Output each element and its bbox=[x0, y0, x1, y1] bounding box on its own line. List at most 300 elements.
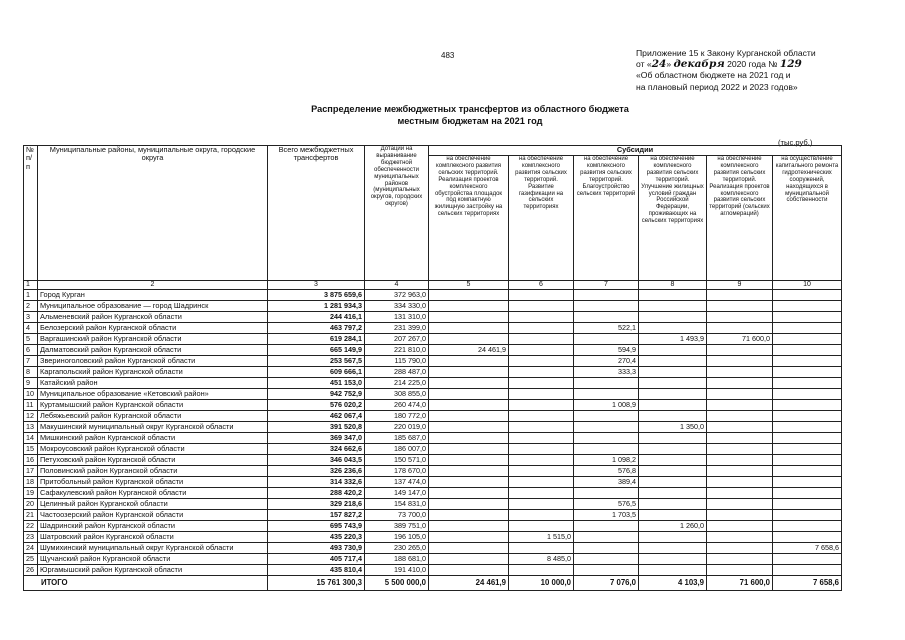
row-sub9 bbox=[707, 301, 773, 312]
row-dotations: 154 831,0 bbox=[365, 499, 429, 510]
row-sub10 bbox=[773, 356, 842, 367]
row-sub10 bbox=[773, 521, 842, 532]
row-dotations: 260 474,0 bbox=[365, 400, 429, 411]
row-sub7 bbox=[574, 488, 639, 499]
appendix-year: 2020 года № bbox=[727, 59, 778, 70]
table-row bbox=[24, 323, 842, 334]
row-sub9 bbox=[707, 466, 773, 477]
header-name: Муниципальные районы, муниципальные округа, городские округа bbox=[38, 146, 268, 281]
appendix-day: 24 bbox=[651, 58, 667, 71]
appendix-header bbox=[636, 48, 816, 93]
row-sub8 bbox=[639, 323, 707, 334]
row-sub6 bbox=[509, 356, 574, 367]
row-total: 405 717,4 bbox=[268, 554, 365, 565]
row-sub7 bbox=[574, 389, 639, 400]
row-dotations: 186 007,0 bbox=[365, 444, 429, 455]
row-sub7 bbox=[574, 521, 639, 532]
row-sub8 bbox=[639, 499, 707, 510]
row-name: Альменевский район Курганской области bbox=[38, 312, 268, 323]
row-sub6: 1 515,0 bbox=[509, 532, 574, 543]
page-number: 483 bbox=[441, 51, 455, 60]
row-name: Частоозерский район Курганской области bbox=[38, 510, 268, 521]
row-name: Катайский район bbox=[38, 378, 268, 389]
row-sub7: 522,1 bbox=[574, 323, 639, 334]
row-total: 1 281 934,3 bbox=[268, 301, 365, 312]
row-dotations: 137 474,0 bbox=[365, 477, 429, 488]
row-sub5 bbox=[429, 477, 509, 488]
row-sub9 bbox=[707, 532, 773, 543]
row-sub8 bbox=[639, 301, 707, 312]
row-sub9 bbox=[707, 422, 773, 433]
row-sub10 bbox=[773, 444, 842, 455]
row-name: Город Курган bbox=[38, 290, 268, 301]
row-number: 22 bbox=[24, 521, 38, 532]
totals-sub9: 71 600,0 bbox=[707, 576, 773, 591]
row-dotations: 150 571,0 bbox=[365, 455, 429, 466]
row-sub10: 7 658,6 bbox=[773, 543, 842, 554]
row-sub6 bbox=[509, 455, 574, 466]
row-sub5 bbox=[429, 301, 509, 312]
row-name: Каргапольский район Курганской области bbox=[38, 367, 268, 378]
row-name: Звериноголовский район Курганской области bbox=[38, 356, 268, 367]
row-sub10 bbox=[773, 510, 842, 521]
col-number: 5 bbox=[429, 281, 509, 290]
row-dotations: 178 670,0 bbox=[365, 466, 429, 477]
row-sub6 bbox=[509, 521, 574, 532]
row-number: 25 bbox=[24, 554, 38, 565]
row-number: 24 bbox=[24, 543, 38, 554]
col-number: 2 bbox=[38, 281, 268, 290]
header-sub6: на обеспечение комплексного развития сельских территорий. Развитие газификации на сельских территориях bbox=[509, 156, 574, 281]
row-total: 288 420,2 bbox=[268, 488, 365, 499]
row-sub9 bbox=[707, 554, 773, 565]
row-total: 942 752,9 bbox=[268, 389, 365, 400]
table-row bbox=[24, 301, 842, 312]
row-sub5 bbox=[429, 312, 509, 323]
row-sub5 bbox=[429, 554, 509, 565]
row-sub10 bbox=[773, 290, 842, 301]
row-dotations: 73 700,0 bbox=[365, 510, 429, 521]
row-sub8 bbox=[639, 488, 707, 499]
row-sub9 bbox=[707, 345, 773, 356]
appendix-law-number: 129 bbox=[779, 58, 802, 71]
header-total: Всего межбюджетных трансфертов bbox=[268, 146, 365, 281]
row-sub7: 389,4 bbox=[574, 477, 639, 488]
row-sub8 bbox=[639, 290, 707, 301]
appendix-date-mid: » bbox=[666, 59, 672, 70]
row-sub5 bbox=[429, 455, 509, 466]
row-sub9 bbox=[707, 400, 773, 411]
row-sub5 bbox=[429, 565, 509, 576]
row-name: Целинный район Курганской области bbox=[38, 499, 268, 510]
row-sub9 bbox=[707, 367, 773, 378]
row-sub10 bbox=[773, 301, 842, 312]
row-number: 20 bbox=[24, 499, 38, 510]
table-row bbox=[24, 444, 842, 455]
row-sub10 bbox=[773, 389, 842, 400]
row-sub7: 270,4 bbox=[574, 356, 639, 367]
row-sub6 bbox=[509, 345, 574, 356]
row-sub8: 1 260,0 bbox=[639, 521, 707, 532]
table-row bbox=[24, 411, 842, 422]
row-sub10 bbox=[773, 323, 842, 334]
table-row bbox=[24, 345, 842, 356]
row-total: 451 153,0 bbox=[268, 378, 365, 389]
row-sub8 bbox=[639, 367, 707, 378]
row-sub8 bbox=[639, 554, 707, 565]
table-row bbox=[24, 499, 842, 510]
row-sub10 bbox=[773, 411, 842, 422]
row-name: Юргамышский район Курганской области bbox=[38, 565, 268, 576]
row-sub5 bbox=[429, 488, 509, 499]
row-sub7 bbox=[574, 411, 639, 422]
row-number: 12 bbox=[24, 411, 38, 422]
row-sub8 bbox=[639, 477, 707, 488]
row-dotations: 221 810,0 bbox=[365, 345, 429, 356]
row-sub9 bbox=[707, 290, 773, 301]
table-row bbox=[24, 367, 842, 378]
row-sub7 bbox=[574, 334, 639, 345]
row-sub9 bbox=[707, 433, 773, 444]
row-total: 619 284,1 bbox=[268, 334, 365, 345]
col-number: 10 bbox=[773, 281, 842, 290]
row-number: 23 bbox=[24, 532, 38, 543]
row-sub5: 24 461,9 bbox=[429, 345, 509, 356]
row-sub8 bbox=[639, 389, 707, 400]
row-sub8 bbox=[639, 345, 707, 356]
row-total: 157 827,2 bbox=[268, 510, 365, 521]
row-sub6 bbox=[509, 510, 574, 521]
row-sub5 bbox=[429, 367, 509, 378]
row-sub9 bbox=[707, 312, 773, 323]
table-row bbox=[24, 510, 842, 521]
totals-total: 15 761 300,3 bbox=[268, 576, 365, 591]
col-number: 4 bbox=[365, 281, 429, 290]
row-dotations: 185 687,0 bbox=[365, 433, 429, 444]
row-sub9 bbox=[707, 510, 773, 521]
row-name: Шатровский район Курганской области bbox=[38, 532, 268, 543]
row-name: Белозерский район Курганской области bbox=[38, 323, 268, 334]
row-sub5 bbox=[429, 389, 509, 400]
row-sub5 bbox=[429, 532, 509, 543]
appendix-line-2 bbox=[636, 59, 816, 70]
row-sub6 bbox=[509, 312, 574, 323]
row-sub6 bbox=[509, 378, 574, 389]
row-sub8 bbox=[639, 411, 707, 422]
row-sub6 bbox=[509, 565, 574, 576]
row-dotations: 131 310,0 bbox=[365, 312, 429, 323]
row-sub7 bbox=[574, 290, 639, 301]
table-row bbox=[24, 378, 842, 389]
row-number: 3 bbox=[24, 312, 38, 323]
row-dotations: 372 963,0 bbox=[365, 290, 429, 301]
row-sub10 bbox=[773, 499, 842, 510]
table-row bbox=[24, 565, 842, 576]
row-sub10 bbox=[773, 345, 842, 356]
row-sub6 bbox=[509, 411, 574, 422]
row-sub5 bbox=[429, 400, 509, 411]
row-sub8 bbox=[639, 532, 707, 543]
row-sub8 bbox=[639, 543, 707, 554]
row-name: Половинский район Курганской области bbox=[38, 466, 268, 477]
row-sub10 bbox=[773, 334, 842, 345]
row-sub5 bbox=[429, 378, 509, 389]
transfers-table bbox=[23, 145, 842, 591]
row-sub8 bbox=[639, 356, 707, 367]
row-number: 7 bbox=[24, 356, 38, 367]
row-sub5 bbox=[429, 323, 509, 334]
row-dotations: 288 487,0 bbox=[365, 367, 429, 378]
row-sub10 bbox=[773, 433, 842, 444]
row-sub5 bbox=[429, 334, 509, 345]
row-sub6 bbox=[509, 389, 574, 400]
row-sub7: 333,3 bbox=[574, 367, 639, 378]
table-row bbox=[24, 488, 842, 499]
row-sub6 bbox=[509, 466, 574, 477]
row-sub7 bbox=[574, 301, 639, 312]
row-total: 665 149,9 bbox=[268, 345, 365, 356]
row-sub5 bbox=[429, 422, 509, 433]
row-sub10 bbox=[773, 367, 842, 378]
row-dotations: 220 019,0 bbox=[365, 422, 429, 433]
table-row bbox=[24, 554, 842, 565]
row-dotations: 214 225,0 bbox=[365, 378, 429, 389]
row-name: Куртамышский район Курганской области bbox=[38, 400, 268, 411]
row-sub5 bbox=[429, 356, 509, 367]
row-sub6: 8 485,0 bbox=[509, 554, 574, 565]
row-name: Варгашинский район Курганской области bbox=[38, 334, 268, 345]
row-number: 17 bbox=[24, 466, 38, 477]
row-sub10 bbox=[773, 466, 842, 477]
totals-row bbox=[24, 576, 842, 591]
row-sub6 bbox=[509, 488, 574, 499]
table-row bbox=[24, 290, 842, 301]
row-sub7 bbox=[574, 554, 639, 565]
totals-sub8: 4 103,9 bbox=[639, 576, 707, 591]
row-number: 16 bbox=[24, 455, 38, 466]
row-sub5 bbox=[429, 543, 509, 554]
title-line-1: Распределение межбюджетных трансфертов из областного бюджета bbox=[311, 104, 629, 114]
row-dotations: 334 330,0 bbox=[365, 301, 429, 312]
row-sub8 bbox=[639, 312, 707, 323]
row-sub10 bbox=[773, 312, 842, 323]
row-total: 253 567,5 bbox=[268, 356, 365, 367]
row-total: 391 520,8 bbox=[268, 422, 365, 433]
table-row bbox=[24, 521, 842, 532]
row-sub9 bbox=[707, 378, 773, 389]
row-sub5 bbox=[429, 521, 509, 532]
row-sub5 bbox=[429, 466, 509, 477]
row-sub9 bbox=[707, 565, 773, 576]
row-total: 609 666,1 bbox=[268, 367, 365, 378]
row-number: 4 bbox=[24, 323, 38, 334]
row-dotations: 188 681,0 bbox=[365, 554, 429, 565]
row-sub6 bbox=[509, 433, 574, 444]
table-row bbox=[24, 466, 842, 477]
row-name: Мокроусовский район Курганской области bbox=[38, 444, 268, 455]
row-sub7 bbox=[574, 422, 639, 433]
row-name: Макушинский муниципальный округ Курганской области bbox=[38, 422, 268, 433]
row-sub7 bbox=[574, 543, 639, 554]
row-sub9 bbox=[707, 356, 773, 367]
row-sub10 bbox=[773, 477, 842, 488]
row-sub10 bbox=[773, 378, 842, 389]
row-sub8 bbox=[639, 378, 707, 389]
row-dotations: 389 751,0 bbox=[365, 521, 429, 532]
document-title bbox=[250, 103, 690, 127]
row-number: 2 bbox=[24, 301, 38, 312]
appendix-line-1: Приложение 15 к Закону Курганской области bbox=[636, 48, 816, 58]
totals-sub10: 7 658,6 bbox=[773, 576, 842, 591]
row-sub7: 576,8 bbox=[574, 466, 639, 477]
row-dotations: 207 267,0 bbox=[365, 334, 429, 345]
row-name: Петуховский район Курганской области bbox=[38, 455, 268, 466]
row-sub10 bbox=[773, 565, 842, 576]
row-dotations: 191 410,0 bbox=[365, 565, 429, 576]
table-row bbox=[24, 334, 842, 345]
row-total: 346 043,5 bbox=[268, 455, 365, 466]
row-name: Мишкинский район Курганской области bbox=[38, 433, 268, 444]
header-sub8: на обеспечение комплексного развития сельских территорий. Улучшение жилищных условий граждан Российской Федерации, проживающих на сельских территориях bbox=[639, 156, 707, 281]
appendix-month: декабря bbox=[673, 58, 725, 71]
row-number: 6 bbox=[24, 345, 38, 356]
header-sub9: на обеспечение комплексного развития сельских территорий. Реализация проектов комплексного развития сельских территорий (сельских агломераций) bbox=[707, 156, 773, 281]
header-subsidies: Субсидии bbox=[429, 146, 842, 156]
row-sub7 bbox=[574, 444, 639, 455]
row-sub7: 1 703,5 bbox=[574, 510, 639, 521]
row-sub5 bbox=[429, 444, 509, 455]
row-number: 8 bbox=[24, 367, 38, 378]
row-sub7: 1 098,2 bbox=[574, 455, 639, 466]
header-sub7: на обеспечение комплексного развития сельских территорий. Благоустройство сельских территорий bbox=[574, 156, 639, 281]
row-sub7: 1 008,9 bbox=[574, 400, 639, 411]
row-sub6 bbox=[509, 400, 574, 411]
row-name: Шадринский район Курганской области bbox=[38, 521, 268, 532]
row-sub7 bbox=[574, 565, 639, 576]
table-row bbox=[24, 477, 842, 488]
row-sub8 bbox=[639, 444, 707, 455]
table-body bbox=[24, 290, 842, 576]
totals-sub7: 7 076,0 bbox=[574, 576, 639, 591]
column-numbers-row bbox=[24, 281, 842, 290]
row-number: 13 bbox=[24, 422, 38, 433]
table-row bbox=[24, 532, 842, 543]
row-name: Сафакулевский район Курганской области bbox=[38, 488, 268, 499]
row-sub6 bbox=[509, 499, 574, 510]
row-dotations: 180 772,0 bbox=[365, 411, 429, 422]
row-dotations: 196 105,0 bbox=[365, 532, 429, 543]
row-sub10 bbox=[773, 422, 842, 433]
row-total: 435 810,4 bbox=[268, 565, 365, 576]
row-total: 324 662,6 bbox=[268, 444, 365, 455]
row-dotations: 149 147,0 bbox=[365, 488, 429, 499]
row-total: 462 067,4 bbox=[268, 411, 365, 422]
row-name: Муниципальное образование — город Шадринск bbox=[38, 301, 268, 312]
row-sub5 bbox=[429, 411, 509, 422]
row-number: 1 bbox=[24, 290, 38, 301]
row-total: 369 347,0 bbox=[268, 433, 365, 444]
row-dotations: 115 790,0 bbox=[365, 356, 429, 367]
row-total: 329 218,6 bbox=[268, 499, 365, 510]
row-number: 15 bbox=[24, 444, 38, 455]
row-name: Муниципальное образование «Кетовский район» bbox=[38, 389, 268, 400]
header-sub10: на осуществление капитального ремонта гидротехнических сооружений, находящихся в муниципальной собственности bbox=[773, 156, 842, 281]
row-dotations: 230 265,0 bbox=[365, 543, 429, 554]
row-total: 576 020,2 bbox=[268, 400, 365, 411]
col-number: 1 bbox=[24, 281, 38, 290]
row-sub6 bbox=[509, 301, 574, 312]
col-number: 9 bbox=[707, 281, 773, 290]
header-sub5: на обеспечение комплексного развития сельских территорий. Реализация проектов комплексного обустройства площадок под компактную жилищную застройку на сельских территориях bbox=[429, 156, 509, 281]
row-total: 435 220,3 bbox=[268, 532, 365, 543]
row-sub10 bbox=[773, 400, 842, 411]
row-name: Лебяжьевский район Курганской области bbox=[38, 411, 268, 422]
totals-label: ИТОГО bbox=[24, 576, 268, 591]
row-number: 9 bbox=[24, 378, 38, 389]
totals-sub6: 10 000,0 bbox=[509, 576, 574, 591]
row-total: 244 416,1 bbox=[268, 312, 365, 323]
table-row bbox=[24, 389, 842, 400]
row-sub7: 594,9 bbox=[574, 345, 639, 356]
row-sub6 bbox=[509, 444, 574, 455]
row-sub10 bbox=[773, 488, 842, 499]
table-row bbox=[24, 312, 842, 323]
row-sub6 bbox=[509, 477, 574, 488]
row-total: 695 743,9 bbox=[268, 521, 365, 532]
row-sub6 bbox=[509, 543, 574, 554]
row-total: 314 332,6 bbox=[268, 477, 365, 488]
row-sub6 bbox=[509, 422, 574, 433]
row-name: Щучанский район Курганской области bbox=[38, 554, 268, 565]
row-number: 18 bbox=[24, 477, 38, 488]
table-row bbox=[24, 422, 842, 433]
header-num: № п/п bbox=[24, 146, 38, 281]
row-total: 493 730,9 bbox=[268, 543, 365, 554]
row-sub10 bbox=[773, 554, 842, 565]
row-total: 3 875 659,6 bbox=[268, 290, 365, 301]
col-number: 8 bbox=[639, 281, 707, 290]
row-sub6 bbox=[509, 323, 574, 334]
row-sub9 bbox=[707, 521, 773, 532]
row-sub9 bbox=[707, 411, 773, 422]
row-number: 14 bbox=[24, 433, 38, 444]
row-sub8 bbox=[639, 455, 707, 466]
row-sub9 bbox=[707, 477, 773, 488]
row-sub7 bbox=[574, 312, 639, 323]
row-sub6 bbox=[509, 290, 574, 301]
totals-dotations: 5 500 000,0 bbox=[365, 576, 429, 591]
row-sub8 bbox=[639, 466, 707, 477]
row-sub10 bbox=[773, 455, 842, 466]
row-sub9 bbox=[707, 543, 773, 554]
units-label: (тыс.руб.) bbox=[778, 138, 813, 147]
row-sub9 bbox=[707, 455, 773, 466]
row-sub9 bbox=[707, 389, 773, 400]
appendix-line-4: на плановый период 2022 и 2023 годов» bbox=[636, 81, 798, 92]
row-total: 326 236,6 bbox=[268, 466, 365, 477]
row-sub6 bbox=[509, 334, 574, 345]
row-sub9 bbox=[707, 323, 773, 334]
table-row bbox=[24, 400, 842, 411]
header-dotations: Дотации на выравнивание бюджетной обеспеченности муниципальных районов (муниципальных округов, городских округов) bbox=[365, 146, 429, 281]
row-sub5 bbox=[429, 510, 509, 521]
table-row bbox=[24, 455, 842, 466]
row-sub7 bbox=[574, 532, 639, 543]
col-number: 3 bbox=[268, 281, 365, 290]
row-number: 5 bbox=[24, 334, 38, 345]
row-sub7 bbox=[574, 378, 639, 389]
row-sub8 bbox=[639, 400, 707, 411]
